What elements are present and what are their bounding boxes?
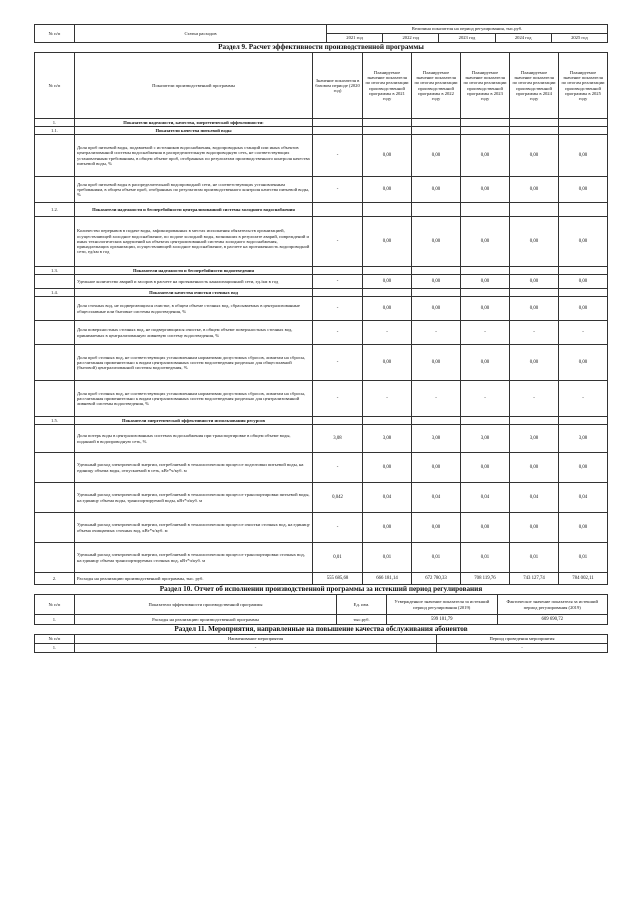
value-cell: - <box>313 453 363 483</box>
value-cell: - <box>313 217 363 267</box>
subgroup-heading: Показатели качества очистки сточных вод <box>75 289 313 297</box>
subgroup-heading: Показатели надежности и бесперебойности централизованной системы холодного водоснабжения <box>75 203 313 217</box>
col-no-header: № п/п <box>35 53 75 119</box>
value-cell: 0,01 <box>510 543 559 573</box>
indicator-name: Доля проб питьевой воды в распределительной водопроводной сети, не соответствующих установленным требованиям, в общем объеме проб, отобранных по результатам производственного контроля качества питьевой воды, % <box>75 177 313 203</box>
value-cell: 0,00 <box>461 177 510 203</box>
value-cell: 0,01 <box>313 543 363 573</box>
value-cell: 0,00 <box>363 217 412 267</box>
indicator-name: Удельный расход электрической энергии, потребляемой в технологическом процессе подготовки питьевой воды, на единицу объема воды, отпускаемой в сеть, кВт*ч/куб. м <box>75 453 313 483</box>
indicator-name: Удельное количество аварий и засоров в расчете на протяженность канализационной сети, ед./км в год <box>75 275 313 289</box>
col-2023-header: Планируемое значение показателя по итогам реализации производственной программы в 2023 году <box>461 53 510 119</box>
value-cell: 0,00 <box>461 453 510 483</box>
row-number: 1.5. <box>35 417 75 425</box>
row-number: 1.4. <box>35 289 75 297</box>
year-header: 2023 год <box>439 34 495 43</box>
value-cell: - <box>412 381 461 417</box>
value-cell: 0,00 <box>363 345 412 381</box>
value-cell: - <box>313 381 363 417</box>
year-header: 2021 год <box>327 34 383 43</box>
table-row <box>35 135 608 177</box>
indicator-name: Доля проб сточных вод, не соответствующих установленным нормативам допустимых сбросов, лимитам на сбросы, рассчитанная применительно к видам централизованных систем водоотведения раздельно для централизованной ливневой системы водоотведения, % <box>75 381 313 417</box>
value-cell: 0,00 <box>412 177 461 203</box>
value-cell: 0,00 <box>510 297 559 321</box>
cost-items-header-table <box>34 24 608 43</box>
value-cell: 708 119,76 <box>461 573 510 585</box>
row-number: 1.2. <box>35 203 75 217</box>
row-number: 1. <box>35 119 75 127</box>
value-cell: - <box>313 321 363 345</box>
value-cell: 0,00 <box>510 345 559 381</box>
indicator-name: Доля проб питьевой воды, подаваемой с источников водоснабжения, водопроводных станций или иных объектов централизованной системы водоснабжения в распределительную водопроводную сеть, не соответствующих установленным требованиям, в общем объеме проб, отобранных по результатам производственного контроля качества питьевой воды, % <box>75 135 313 177</box>
indicator-name: Удельный расход электрической энергии, потребляемой в технологическом процессе транспортировки питьевой воды, на единицу объема воды, транспортируемой воды, кВт*ч/куб. м <box>75 483 313 513</box>
value-cell: 0,00 <box>559 297 608 321</box>
value-cell: 666 181,14 <box>363 573 412 585</box>
value-cell: 0,00 <box>510 135 559 177</box>
indicator-name: Доля поверхностных сточных вод, не подвергающихся очистке, в общем объеме поверхностных сточных вод, принимаемых в централизованную ливневую систему водоотведения, % <box>75 321 313 345</box>
table-row <box>35 275 608 289</box>
value-cell: 0,00 <box>559 453 608 483</box>
measure-name: - <box>75 644 437 653</box>
value-cell: 0,00 <box>363 135 412 177</box>
row-number: 1.1. <box>35 127 75 135</box>
value-cell: 3,08 <box>412 425 461 453</box>
value-cell: 0,00 <box>510 275 559 289</box>
row-number: 1. <box>35 644 75 653</box>
value-cell: 3,08 <box>461 425 510 453</box>
value-cell: 599 101,79 <box>387 615 498 625</box>
value-cell: 0,00 <box>559 345 608 381</box>
value-cell: - <box>313 275 363 289</box>
indicator-name: Расходы на реализацию производственной программы, тыс. руб. <box>75 573 313 585</box>
value-cell: 0,00 <box>510 177 559 203</box>
table-row <box>35 543 608 573</box>
table-row <box>35 177 608 203</box>
col-name-header: Наименование мероприятия <box>75 635 437 644</box>
value-cell: 0,00 <box>510 513 559 543</box>
value-cell: 0,01 <box>461 543 510 573</box>
value-cell: 0,00 <box>461 513 510 543</box>
value-cell: 0,00 <box>510 453 559 483</box>
table-row <box>35 425 608 453</box>
subgroup-heading: Показатели энергетической эффективности использования ресурсов <box>75 417 313 425</box>
value-cell: 0,042 <box>313 483 363 513</box>
value-cell: 3,08 <box>363 425 412 453</box>
year-header: 2025 год <box>551 34 607 43</box>
value-cell: 555 685,68 <box>313 573 363 585</box>
value-cell: 0,00 <box>461 297 510 321</box>
col-plan-header: Утвержденное значение показателя за истекший период регулирования (2019) <box>387 595 498 615</box>
value-cell: - <box>313 297 363 321</box>
subgroup-heading: Показатели надежности и бесперебойности водоотведения <box>75 267 313 275</box>
row-number: 1.3. <box>35 267 75 275</box>
value-cell: - <box>510 321 559 345</box>
indicator-name: Количество перерывов в подаче воды, зафиксированных в местах исполнения обязательств организацией, осуществляющей холодное водоснабжение, по подаче холодной воды, возникших в результате аварий, повреждений и иных технологических нарушений на объектах централизованной системы холодного водоснабжения, принадлежащих организации, осуществляющей холодное водоснабжение, в расчете на протяженность водопроводной сети, ед/км в год <box>75 217 313 267</box>
report-table <box>34 594 608 625</box>
value-cell: 0,00 <box>412 453 461 483</box>
value-cell: 0,00 <box>412 513 461 543</box>
value-cell: - <box>559 321 608 345</box>
col-base-header: Значение показателя в базовом периоде (2020 год) <box>313 53 363 119</box>
section-10-title: Раздел 10. Отчет об исполнении производственной программы за истекший период регулирования <box>159 585 483 593</box>
row-number: 1. <box>35 615 75 625</box>
value-cell: 0,00 <box>412 135 461 177</box>
section-11-title: Раздел 11. Мероприятия, направленные на повышение качества обслуживания абонентов <box>174 625 468 633</box>
value-cell: 0,00 <box>363 513 412 543</box>
value-cell: 0,00 <box>510 217 559 267</box>
value-cell: 0,00 <box>461 217 510 267</box>
table-row <box>35 345 608 381</box>
value-cell: 3,08 <box>313 425 363 453</box>
value-cell: 0,00 <box>461 345 510 381</box>
value-cell: 0,00 <box>461 135 510 177</box>
table-row <box>35 217 608 267</box>
value-cell: 0,04 <box>412 483 461 513</box>
table-row <box>35 453 608 483</box>
measures-table <box>34 634 608 653</box>
value-cell: 0,01 <box>559 543 608 573</box>
measure-period: - <box>437 644 608 653</box>
value-cell: 743 127,74 <box>510 573 559 585</box>
value-cell: - <box>510 381 559 417</box>
col-period-header: Период проведения мероприятия <box>437 635 608 644</box>
value-cell: - <box>412 321 461 345</box>
year-header: 2024 год <box>495 34 551 43</box>
value-cell: - <box>313 177 363 203</box>
value-cell: 0,04 <box>510 483 559 513</box>
table-row <box>35 615 608 625</box>
table-row <box>35 381 608 417</box>
indicator-name: Удельный расход электрической энергии, потребляемой в технологическом процессе очистки сточных вод, на единицу объема очищаемых сточных вод, кВт*ч/куб. м <box>75 513 313 543</box>
indicator-name: Доля сточных вод, не подвергающихся очистке, в общем объеме сточных вод, сбрасываемых в централизованные общесплавные или бытовые системы водоотведения, % <box>75 297 313 321</box>
value-cell: 0,00 <box>559 177 608 203</box>
value-cell: 609 690,72 <box>497 615 608 625</box>
table-row <box>35 644 608 653</box>
unit-cell: тыс.руб. <box>337 615 387 625</box>
table-row <box>35 573 608 585</box>
value-cell: 3,08 <box>559 425 608 453</box>
table-row <box>35 483 608 513</box>
value-cell: 0,01 <box>363 543 412 573</box>
value-cell: 0,00 <box>412 275 461 289</box>
value-cell: 0,00 <box>559 513 608 543</box>
value-cell: - <box>559 381 608 417</box>
col-2025-header: Планируемое значение показателя по итогам реализации производственной программы в 2025 году <box>559 53 608 119</box>
value-cell: 0,00 <box>363 177 412 203</box>
col-2021-header: Планируемое значение показателя по итогам реализации производственной программы в 2021 году <box>363 53 412 119</box>
col-no-header: № п/п <box>35 635 75 644</box>
value-cell: - <box>363 381 412 417</box>
value-cell: 0,04 <box>363 483 412 513</box>
indicator-name: Удельный расход электрической энергии, потребляемой в технологическом процессе транспортировки сточных вод, на единицу объема транспортируемых сточных вод, кВт*ч/куб. м <box>75 543 313 573</box>
value-cell: - <box>461 381 510 417</box>
value-cell: 0,04 <box>559 483 608 513</box>
value-cell: 0,00 <box>461 275 510 289</box>
value-cell: 0,00 <box>412 297 461 321</box>
value-cell: 784 002,11 <box>559 573 608 585</box>
value-cell: - <box>313 135 363 177</box>
section-9-title: Раздел 9. Расчет эффективности производственной программы <box>218 43 424 51</box>
value-cell: 0,04 <box>461 483 510 513</box>
subgroup-heading: Показатели качества питьевой воды <box>75 127 313 135</box>
col-group-header: Величина показателя на период регулирования, тыс.руб. <box>327 25 608 34</box>
year-header: 2022 год <box>383 34 439 43</box>
value-cell: 0,00 <box>363 275 412 289</box>
col-name-header: Показатели эффективности производственной программы <box>75 595 337 615</box>
col-no-header: № п/п <box>35 595 75 615</box>
value-cell: 0,01 <box>412 543 461 573</box>
value-cell: 0,00 <box>559 135 608 177</box>
indicator-name: Расходы на реализацию производственной программы <box>75 615 337 625</box>
indicator-name: Доля проб сточных вод, не соответствующих установленным нормативам допустимых сбросов, лимитам на сбросы, рассчитанная применительно к видам централизованных систем водоотведения раздельно для общесплавной (бытовой) централизованной системы водоотведения, % <box>75 345 313 381</box>
col-unit-header: Ед. изм. <box>337 595 387 615</box>
value-cell: - <box>313 513 363 543</box>
table-row <box>35 513 608 543</box>
value-cell: 0,00 <box>412 217 461 267</box>
value-cell: 0,00 <box>559 275 608 289</box>
value-cell: 0,00 <box>559 217 608 267</box>
value-cell: 0,00 <box>363 297 412 321</box>
col-2022-header: Планируемое значение показателя по итогам реализации производственной программы в 2022 году <box>412 53 461 119</box>
document-page <box>34 24 608 653</box>
value-cell: - <box>363 321 412 345</box>
row-number: 2. <box>35 573 75 585</box>
table-row <box>35 321 608 345</box>
value-cell: 0,00 <box>412 345 461 381</box>
col-item-header: Статьи расходов <box>75 25 327 43</box>
table-row <box>35 297 608 321</box>
indicator-name: Доля потерь воды в централизованных системах водоснабжения при транспортировке в общем объеме воды, поданной в водопроводную сеть, % <box>75 425 313 453</box>
efficiency-table <box>34 52 608 585</box>
col-2024-header: Планируемое значение показателя по итогам реализации производственной программы в 2024 году <box>510 53 559 119</box>
value-cell: 0,00 <box>363 453 412 483</box>
group-heading: Показатели надежности, качества, энергетической эффективности: <box>75 119 313 127</box>
col-name-header: Показатели производственной программы <box>75 53 313 119</box>
value-cell: 3,08 <box>510 425 559 453</box>
col-no-header: № п/п <box>35 25 75 43</box>
col-fact-header: Фактическое значение показателя за истекший период регулирования (2019) <box>497 595 608 615</box>
value-cell: - <box>461 321 510 345</box>
value-cell: 672 780,33 <box>412 573 461 585</box>
value-cell: - <box>313 345 363 381</box>
